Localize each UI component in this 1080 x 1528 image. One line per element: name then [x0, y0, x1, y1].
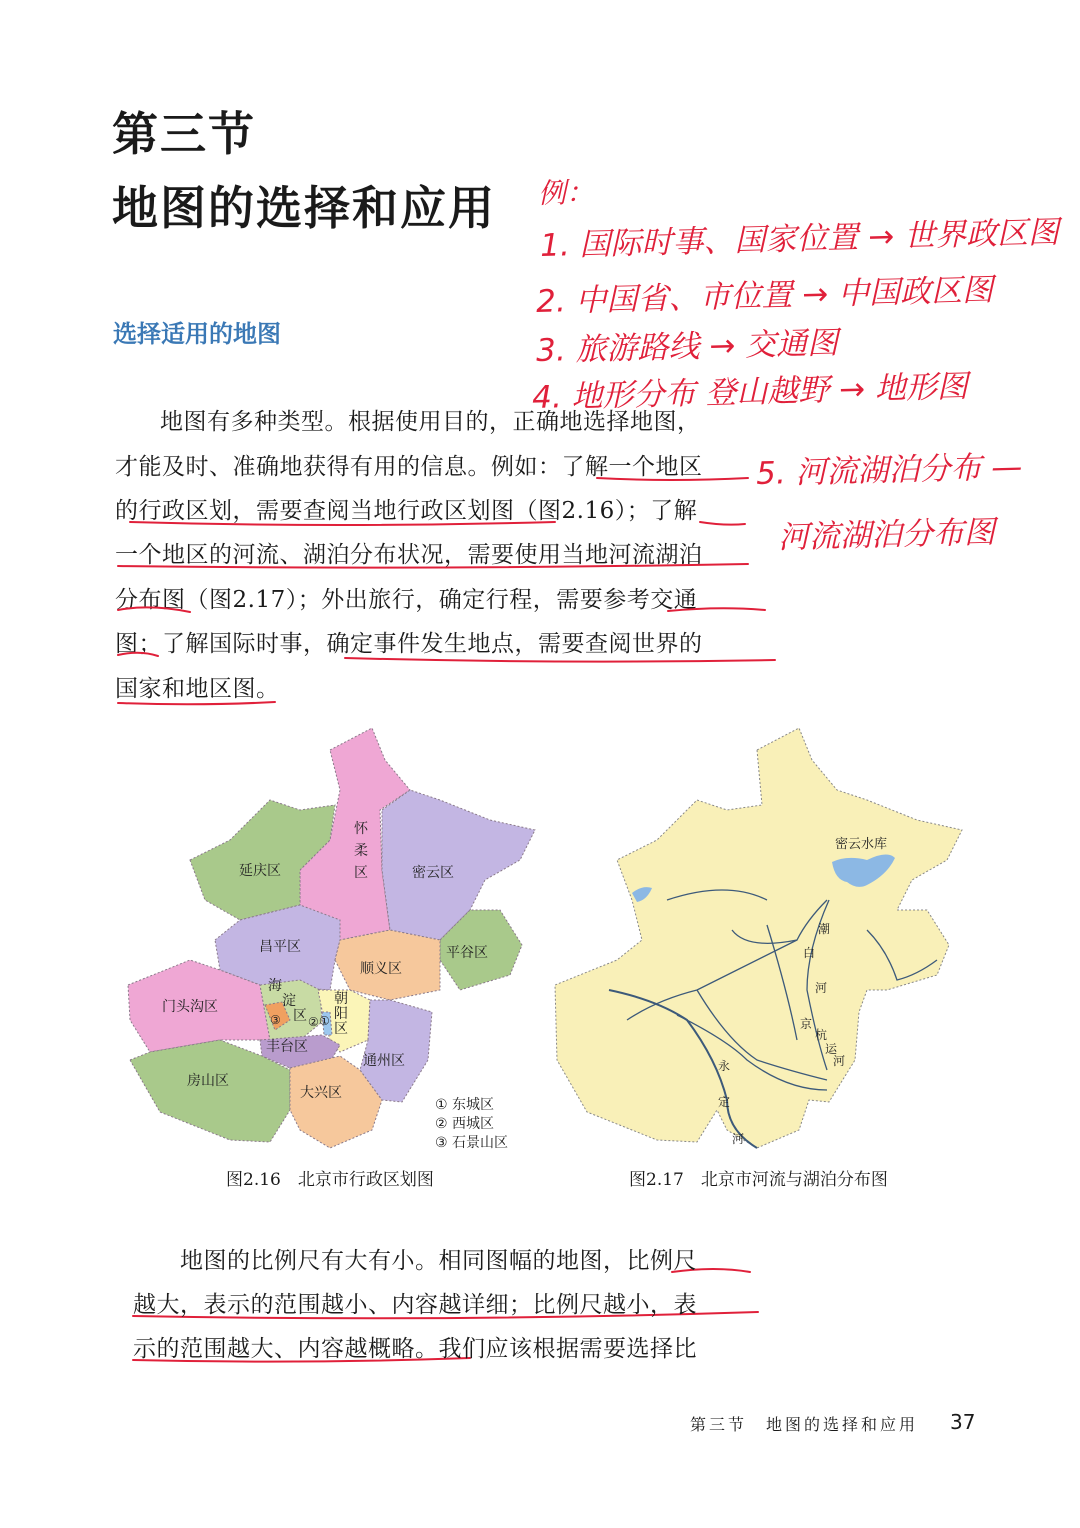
district-label: 丰台区 [266, 1039, 308, 1055]
paragraph-line: 分布图（图2.17）；外出旅行，确定行程，需要参考交通 [115, 587, 698, 613]
paragraph-line: 国家和地区图。 [115, 676, 280, 702]
district-label: 平谷区 [446, 945, 488, 961]
district-label: 海 [268, 978, 282, 994]
district-label: 通州区 [363, 1053, 405, 1069]
handwritten-note: 例： [537, 175, 595, 210]
handwritten-note: 1. 国际时事、国家位置 → 世界政区图 [539, 214, 1060, 264]
paragraph-line: 地图有多种类型。根据使用目的，正确地选择地图， [160, 409, 701, 435]
district-label: 房山区 [187, 1073, 229, 1089]
paragraph-line: 才能及时、准确地获得有用的信息。例如：了解一个地区 [115, 454, 703, 480]
river-label: 定 [718, 1095, 731, 1109]
district-label: 区 [334, 1021, 348, 1037]
page-title: 地图的选择和应用 [112, 181, 496, 235]
river-label: 潮 [818, 922, 831, 936]
page-number: 37 [950, 1410, 976, 1434]
river-label: 京 [800, 1017, 813, 1031]
river-label: 白 [803, 946, 816, 960]
district-label: 淀 [282, 993, 296, 1009]
district-label: 昌平区 [259, 939, 301, 955]
paragraph-line: 示的范围越大、内容越概略。我们应该根据需要选择比 [133, 1336, 697, 1362]
district-label: 大兴区 [300, 1085, 342, 1101]
district-label: 怀 [354, 821, 368, 837]
marker-2: ② [308, 1015, 319, 1029]
district-label: 门头沟区 [162, 999, 218, 1015]
paragraph-line: 一个地区的河流、湖泊分布状况，需要使用当地河流湖泊 [115, 542, 703, 568]
section-number: 第三节 [112, 107, 256, 161]
handwritten-note: 河流湖泊分布图 [777, 514, 996, 556]
paragraph-line: 地图的比例尺有大有小。相同图幅的地图，比例尺 [180, 1248, 697, 1274]
district-label: 朝 [334, 991, 348, 1007]
district-label: 阳 [334, 1006, 348, 1022]
river-label: 运 [825, 1042, 838, 1056]
legend-item: ② 西城区 [435, 1116, 495, 1132]
river-label: 杭 [815, 1028, 828, 1042]
handwritten-note: 4. 地形分布 登山越野 → 地形图 [531, 368, 969, 416]
handwritten-note: 3. 旅游路线 → 交通图 [535, 325, 839, 369]
marker-1: ① [319, 1014, 330, 1028]
river-label: 河 [732, 1132, 745, 1146]
river-label: 河 [815, 981, 828, 995]
legend-item: ③ 石景山区 [435, 1135, 509, 1151]
region-miyun [382, 790, 535, 940]
paragraph-line: 的行政区划，需要查阅当地行政区划图（图2.16）；了解 [115, 498, 698, 524]
handwritten-note: 2. 中国省、市位置 → 中国政区图 [535, 272, 994, 320]
paragraph-line: 图；了解国际时事，确定事件发生地点，需要查阅世界的 [115, 631, 703, 657]
river-label: 永 [718, 1059, 731, 1073]
paragraph-line: 越大，表示的范围越小、内容越详细；比例尺越小，表 [133, 1292, 697, 1318]
figure-caption: 图2.16 北京市行政区划图 [226, 1170, 434, 1190]
handwritten-note: 5. 河流湖泊分布 — [755, 449, 1023, 492]
marker-3: ③ [270, 1013, 281, 1027]
district-label: 区 [293, 1008, 307, 1024]
lake-label: 密云水库 [835, 837, 888, 852]
district-label: 区 [354, 865, 368, 881]
running-footer: 第三节 地图的选择和应用 [690, 1415, 919, 1434]
subheading: 选择适用的地图 [113, 320, 281, 348]
district-label: 延庆区 [239, 863, 281, 879]
map-beijing-rivers [555, 728, 962, 1148]
river-label: 河 [833, 1054, 846, 1068]
district-label: 密云区 [412, 865, 454, 881]
district-label: 柔 [354, 843, 368, 859]
district-label: 顺义区 [360, 961, 402, 977]
legend-item: ① 东城区 [435, 1097, 495, 1113]
figure-caption: 图2.17 北京市河流与湖泊分布图 [629, 1170, 888, 1190]
